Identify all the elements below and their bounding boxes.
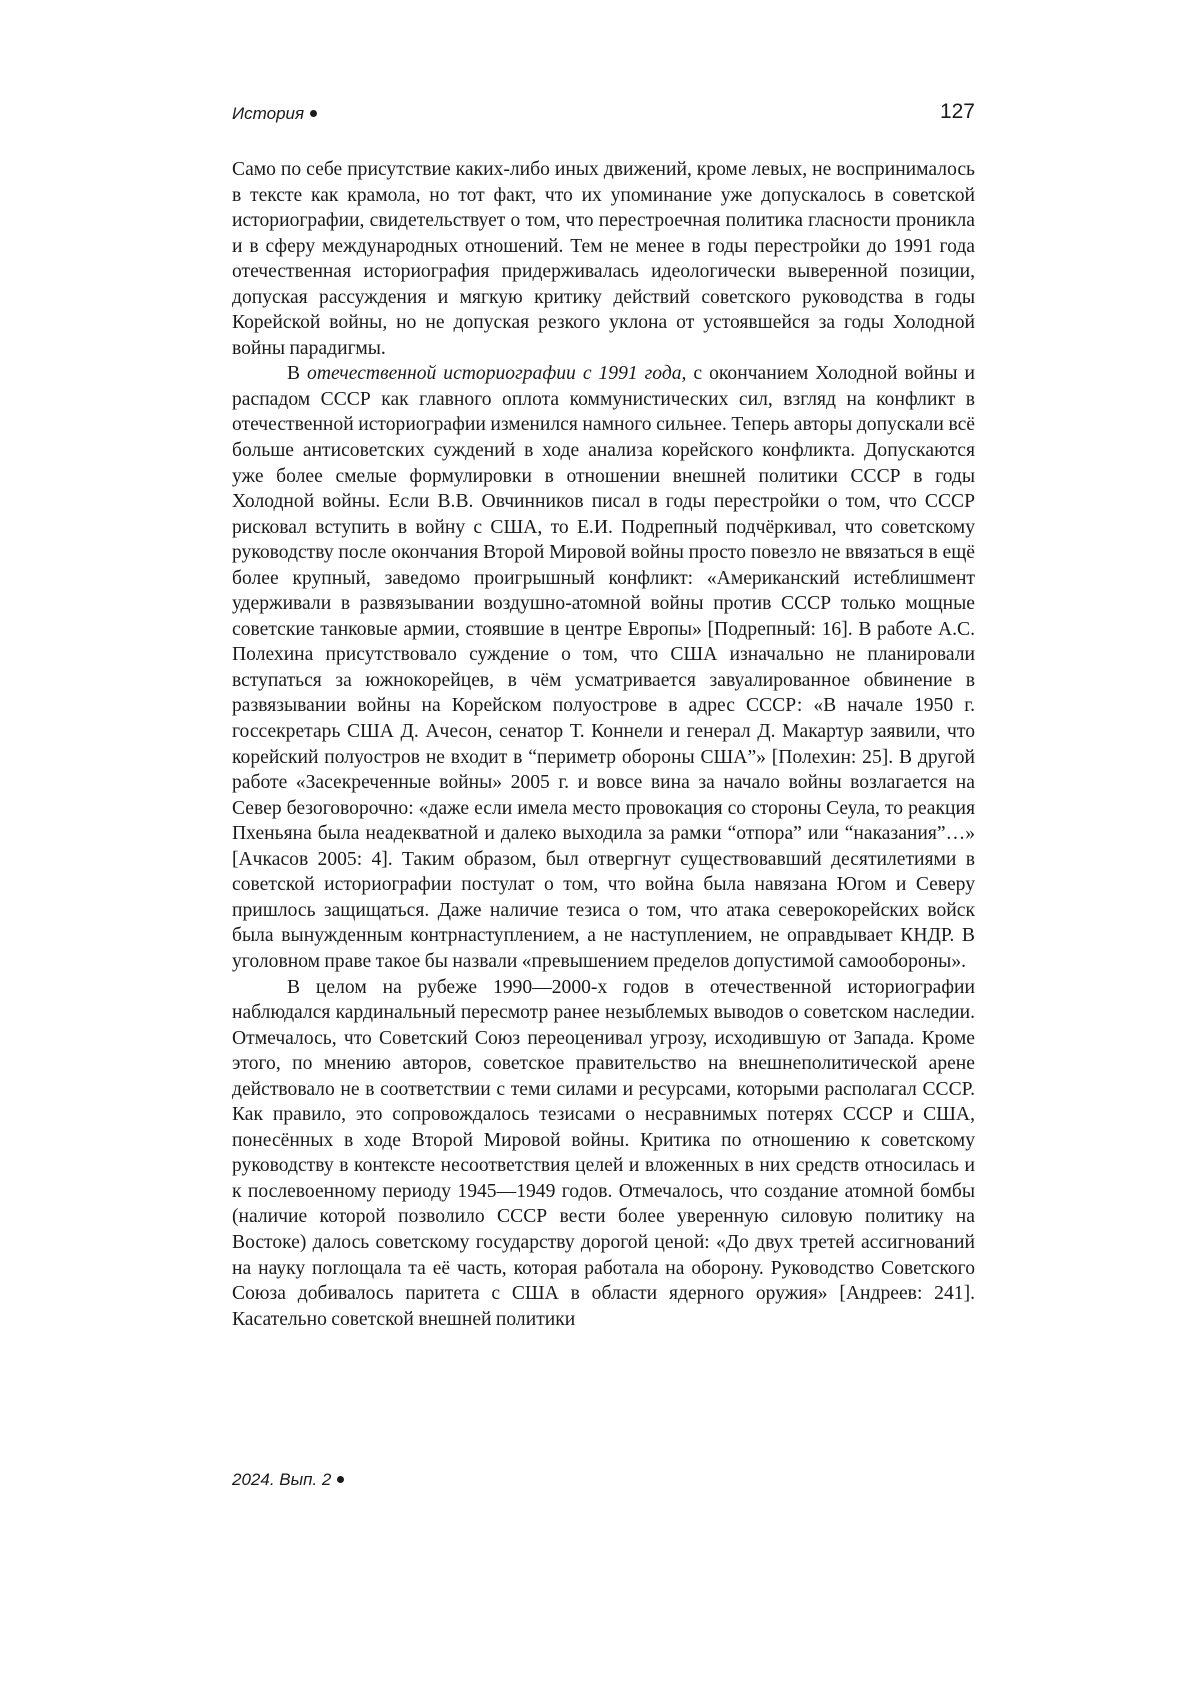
paragraph-2-start: В xyxy=(287,363,307,384)
page-header xyxy=(232,104,975,130)
bullet-icon xyxy=(337,1476,344,1483)
paragraph-2 xyxy=(232,361,975,974)
paragraph-2-emphasis: отечественной историографии с 1991 года, xyxy=(307,363,686,384)
paragraph-3: В целом на рубеже 1990—2000-х годов в отечественной историографии наблюдался кардинальный пересмотр ранее незыблемых выводов о советском наследии. Отмечалось, что Советский Союз переоценивал угрозу, исходившую от Запада. Кроме этого, по мнению авторов, советское правительство на внешнеполитической арене действовало не в соответствии с теми силами и ресурсами, которыми располагал СССР. Как правило, это сопровождалось тезисами о несравнимых потерях СССР и США, понесённых в ходе Второй Мировой войны. Критика по отношению к советскому руководству в контексте несоответствия целей и вложенных в них средств относилась и к послевоенному периоду 1945—1949 годов. Отмечалось, что создание атомной бомбы (наличие которой позволило СССР вести более уверенную силовую политику на Востоке) далось советскому государству дорогой ценой: «До двух третей ассигнований на науку поглощала та её часть, которая работала на оборону. Руководство Советского Союза добивалось паритета с США в области ядерного оружия» [Андреев: 241]. Касательно советской внешней политики xyxy=(232,975,975,1333)
issue-label: 2024. Вып. 2 xyxy=(232,1470,331,1489)
paragraph-2-rest: с окончанием Холодной войны и распадом СССР как главного оплота коммунистических сил, взгляд на конфликт в отечественной историографии изменился намного сильнее. Теперь авторы допускали всё больше антисоветских суждений в ходе анализа корейского конфликта. Допускаются уже более смелые формулировки в отношении внешней политики СССР в годы Холодной войны. Если В.В. Овчинников писал в годы перестройки о том, что СССР рисковал вступить в войну с США, то Е.И. Подрепный подчёркивал, что советскому руководству после окончания Второй Мировой войны просто повезло не ввязаться в ещё более крупный, заведомо проигрышный конфликт: «Американский истеблишмент удерживали в развязывании воздушно-атомной войны против СССР только мощные советские танковые армии, стоявшие в центре Европы» [Подрепный: 16]. В работе А.С. Полехина присутствовало суждение о том, что США изначально не планировали вступаться за южнокорейцев, в чём усматривается завуалированное обвинение в развязывании войны на Корейском полуострове в адрес СССР: «В начале 1950 г. госсекретарь США Д. Ачесон, сенатор Т. Коннели и генерал Д. Макартур заявили, что корейский полуостров не входит в “периметр обороны США”» [Полехин: 25]. В другой работе «Засекреченные войны» 2005 г. и вовсе вина за начало войны возлагается на Север безоговорочно: «даже если имела место провокация со стороны Сеула, то реакция Пхеньяна была неадекватной и далеко выходила за рамки “отпора” или “наказания”…» [Ачкасов 2005: 4]. Таким образом, был отвергнут существовавший десятилетиями в советской историографии постулат о том, что война была навязана Югом и Северу пришлось защищаться. Даже наличие тезиса о том, что атака северокорейских войск была вынужденным контрнаступлением, а не наступлением, не оправдывает КНДР. В уголовном праве такое бы назвали «превышением пределов допустимой самообороны». xyxy=(232,363,975,972)
running-title xyxy=(232,104,317,124)
bullet-icon xyxy=(310,110,317,117)
running-title-text: История xyxy=(232,104,304,123)
article-body xyxy=(232,157,975,1332)
page-footer xyxy=(232,1470,344,1490)
page-number: 127 xyxy=(940,100,975,124)
paragraph-1: Само по себе присутствие каких-либо иных движений, кроме левых, не воспринималось в тексте как крамола, но тот факт, что их упоминание уже допускалось в советской историографии, свидетельствует о том, что перестроечная политика гласности проникла и в сферу международных отношений. Тем не менее в годы перестройки до 1991 года отечественная историография придерживалась идеологически выверенной позиции, допуская рассуждения и мягкую критику действий советского руководства в годы Корейской войны, но не допуская резкого уклона от устоявшейся за годы Холодной войны парадигмы. xyxy=(232,157,975,361)
